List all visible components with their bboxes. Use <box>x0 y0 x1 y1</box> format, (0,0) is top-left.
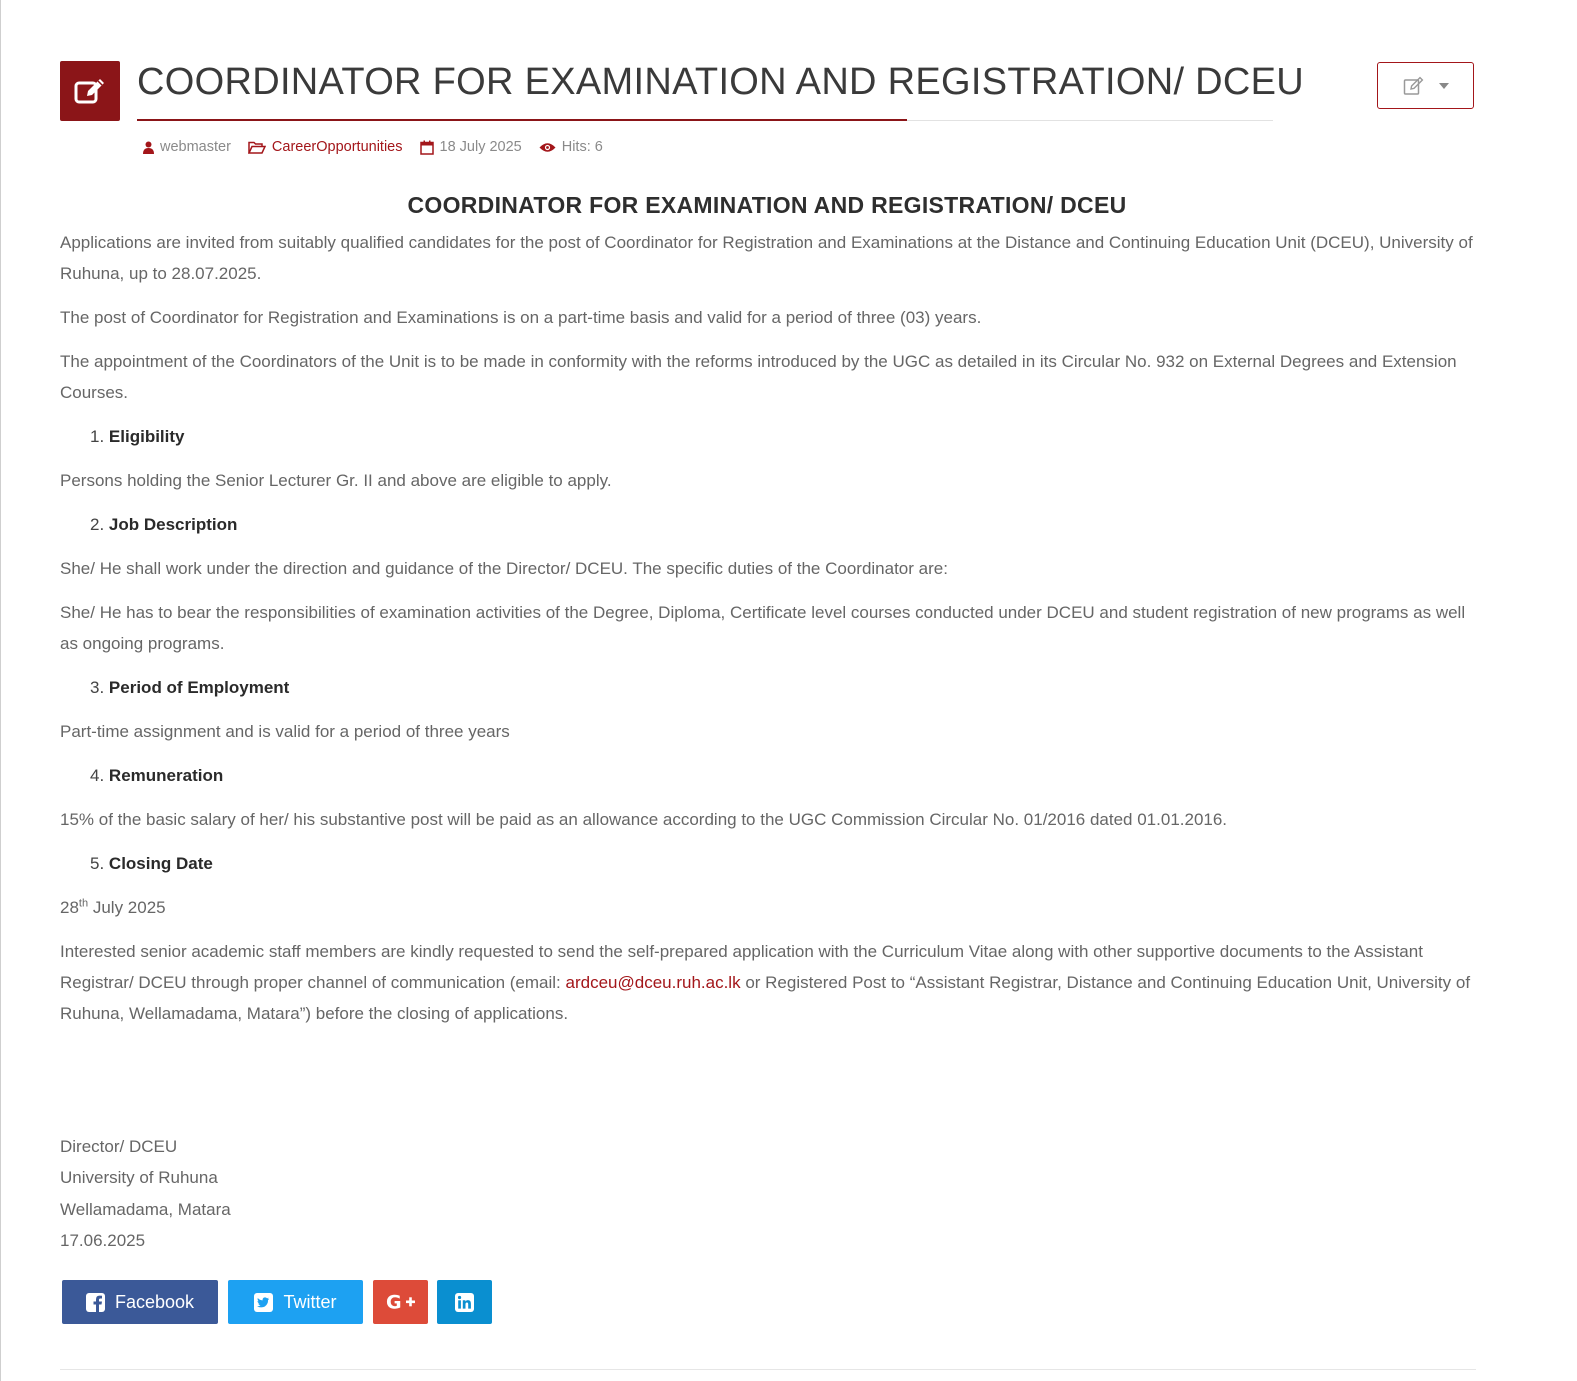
google-plus-share-button[interactable] <box>373 1280 428 1324</box>
apply-text-2: or Registered Post to “Assistant Registrar, Distance and Continuing Education Unit, University of Ruhuna, Wellamadama, Matara”) before the closing of applications. <box>60 973 1471 1023</box>
signature-line: Director/ DCEU <box>60 1137 178 1156</box>
linkedin-icon <box>455 1293 474 1312</box>
author-name: webmaster <box>160 139 231 155</box>
closing-month-year: July 2025 <box>88 898 166 917</box>
publish-date: 18 July 2025 <box>439 139 522 155</box>
twitter-label: Twitter <box>283 1291 337 1312</box>
section-title: Eligibility <box>108 427 185 446</box>
section-title: Closing Date <box>108 854 213 873</box>
section-heading-job-description <box>90 509 1474 540</box>
folder-open-icon <box>248 141 266 154</box>
appointment-paragraph: The appointment of the Coordinators of the Unit is to be made in conformity with the reforms introduced by the UGC as detailed in its Circular No. 932 on External Degrees and Extension Courses. <box>60 352 1457 402</box>
left-border <box>0 0 1 1381</box>
signature-line: Wellamadama, Matara <box>60 1199 231 1219</box>
caret-down-icon <box>1439 83 1449 89</box>
section-heading-closing-date <box>90 848 1474 879</box>
edit-dropdown-button[interactable] <box>1377 62 1474 109</box>
eye-icon <box>539 142 556 153</box>
eligibility-paragraph: Persons holding the Senior Lecturer Gr. II and above are eligible to apply. <box>60 471 612 490</box>
apply-paragraph <box>60 936 1474 1029</box>
article-meta <box>143 137 620 157</box>
section-number: 1. <box>90 427 105 446</box>
period-paragraph: Part-time assignment and is valid for a period of three years <box>60 722 510 741</box>
job-paragraph-2: She/ He has to bear the responsibilities of examination activities of the Degree, Diploma, Certificate level courses conducted under DCEU and student registration of new programs as well as ongoing programs. <box>60 603 1466 653</box>
pencil-square-icon <box>60 61 120 121</box>
section-number: 2. <box>90 515 105 534</box>
apply-text-1: Interested senior academic staff members are kindly requested to send the self-prepared application with the Curriculum Vitae along with other supportive documents to the Assistant Registrar/ DCEU through proper channel of communication (email: <box>60 942 1423 992</box>
title-wrap <box>137 61 1305 121</box>
closing-date-paragraph <box>60 892 1474 923</box>
signature-line: University of Ruhuna <box>60 1168 218 1188</box>
meta-category <box>248 139 403 155</box>
bottom-divider <box>60 1369 1476 1370</box>
page-title: COORDINATOR FOR EXAMINATION AND REGISTRATION/ DCEU <box>137 61 1305 103</box>
facebook-share-button[interactable] <box>62 1280 218 1324</box>
closing-day-suffix: th <box>78 897 89 910</box>
title-accent-line <box>137 119 907 121</box>
twitter-icon <box>254 1293 273 1312</box>
closing-day: 28 <box>60 898 79 917</box>
job-paragraph-1: She/ He shall work under the direction and guidance of the Director/ DCEU. The specific duties of the Coordinator are: <box>60 559 948 578</box>
section-title: Period of Employment <box>108 678 290 697</box>
share-buttons <box>62 1280 502 1324</box>
svg-text:G: G <box>385 1292 402 1312</box>
part-time-paragraph: The post of Coordinator for Registration and Examinations is on a part-time basis and valid for a period of three (03) years. <box>60 308 982 327</box>
section-title: Job Description <box>108 515 238 534</box>
edit-icon <box>1403 76 1425 96</box>
linkedin-share-button[interactable] <box>437 1280 492 1324</box>
category-link[interactable]: CareerOpportunities <box>271 139 403 155</box>
facebook-icon <box>86 1293 105 1312</box>
hits-count: Hits: 6 <box>561 139 603 155</box>
article-heading: COORDINATOR FOR EXAMINATION AND REGISTRATION/ DCEU <box>407 192 1127 218</box>
twitter-share-button[interactable] <box>228 1280 363 1324</box>
user-icon <box>143 141 154 154</box>
section-heading-eligibility <box>90 421 1474 452</box>
section-heading-remuneration <box>90 760 1474 791</box>
section-number: 3. <box>90 678 105 697</box>
section-number: 4. <box>90 766 105 785</box>
meta-hits <box>539 139 603 155</box>
section-number: 5. <box>90 854 105 873</box>
email-link[interactable]: ardceu@dceu.ruh.ac.lk <box>565 973 741 992</box>
section-heading-period <box>90 672 1474 703</box>
signature-block <box>60 1131 231 1256</box>
remuneration-paragraph: 15% of the basic salary of her/ his substantive post will be paid as an allowance according to the UGC Commission Circular No. 01/2016 dated 01.01.2016. <box>60 810 1228 829</box>
calendar-icon <box>420 140 434 155</box>
article-header <box>60 61 1474 121</box>
intro-paragraph: Applications are invited from suitably qualified candidates for the post of Coordinator for Registration and Examinations at the Distance and Continuing Education Unit (DCEU), University of Ruhuna, up to 28.07.2025. <box>60 233 1473 283</box>
meta-date <box>420 139 522 155</box>
article-body <box>60 190 1474 1042</box>
facebook-label: Facebook <box>114 1291 195 1312</box>
meta-author <box>143 139 231 155</box>
signature-date: 17.06.2025 <box>60 1230 146 1250</box>
section-title: Remuneration <box>108 766 224 785</box>
google-plus-icon <box>386 1292 416 1312</box>
